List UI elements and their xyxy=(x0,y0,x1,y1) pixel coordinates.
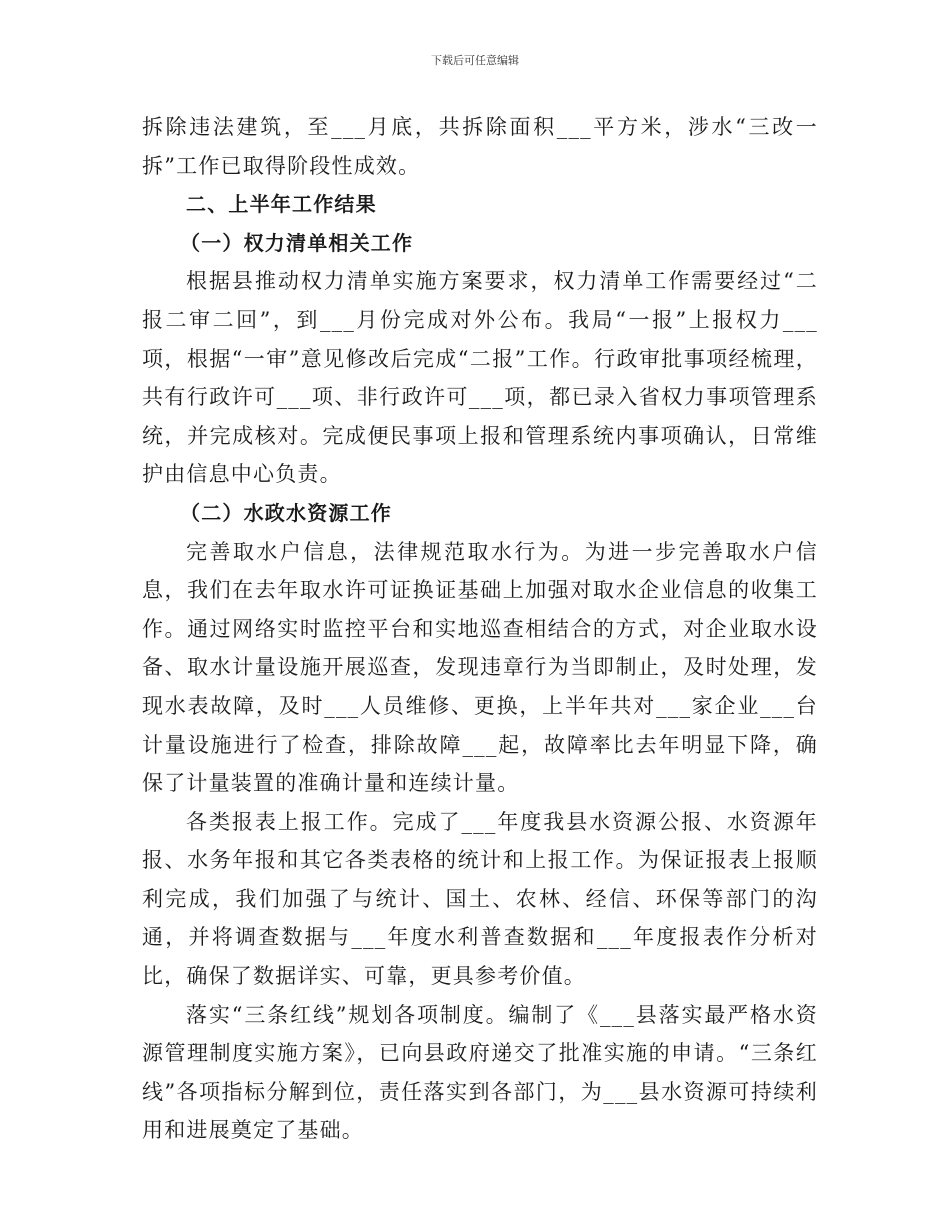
document-body xyxy=(142,108,818,1150)
subsection-heading-power-list: （一）权力清单相关工作 xyxy=(180,230,414,255)
subsection-heading-water: （二）水政水资源工作 xyxy=(180,500,392,525)
paragraph-reports: 各类报表上报工作。完成了___年度我县水资源公报、水资源年报、水务年报和其它各类表格的统计和上报工作。为保证报表上报顺利完成，我们加强了与统计、国土、农林、经信、环保等部门的沟通，并将调查数据与___年度水利普查数据和___年度报表作分析对比，确保了数据详实、可靠，更具参考价值。 xyxy=(142,809,818,989)
paragraph-power-list: 根据县推动权力清单实施方案要求，权力清单工作需要经过“二报二审二回”，到___月份完成对外公布。我局“一报”上报权力___项，根据“一审”意见修改后完成“二报”工作。行政审批事项经梳理，共有行政许可___项、非行政许可___项，都已录入省权力事项管理系统，并完成核对。完成便民事项上报和管理系统内事项确认，日常维护由信息中心负责。 xyxy=(142,269,818,487)
paragraph-continued: 拆除违法建筑，至___月底，共拆除面积___平方米，涉水“三改一拆”工作已取得阶段性成效。 xyxy=(142,115,818,178)
paragraph-water-users: 完善取水户信息，法律规范取水行为。为进一步完善取水户信息，我们在去年取水许可证换证基础上加强对取水企业信息的收集工作。通过网络实时监控平台和实地巡查相结合的方式，对企业取水设备、取水计量设施开展巡查，发现违章行为当即制止，及时处理，发现水表故障，及时___人员维修、更换，上半年共对___家企业___台计量设施进行了检查，排除故障___起，故障率比去年明显下降，确保了计量装置的准确计量和连续计量。 xyxy=(142,539,818,796)
paragraph-red-lines: 落实“三条红线”规划各项制度。编制了《___县落实最严格水资源管理制度实施方案》，已向县政府递交了批准实施的申请。“三条红线”各项指标分解到位，责任落实到各部门，为___县水资源可持续利用和进展奠定了基础。 xyxy=(142,1002,818,1143)
section-heading: 二、上半年工作结果 xyxy=(186,192,377,217)
page-header: 下载后可任意编辑 xyxy=(431,54,519,67)
